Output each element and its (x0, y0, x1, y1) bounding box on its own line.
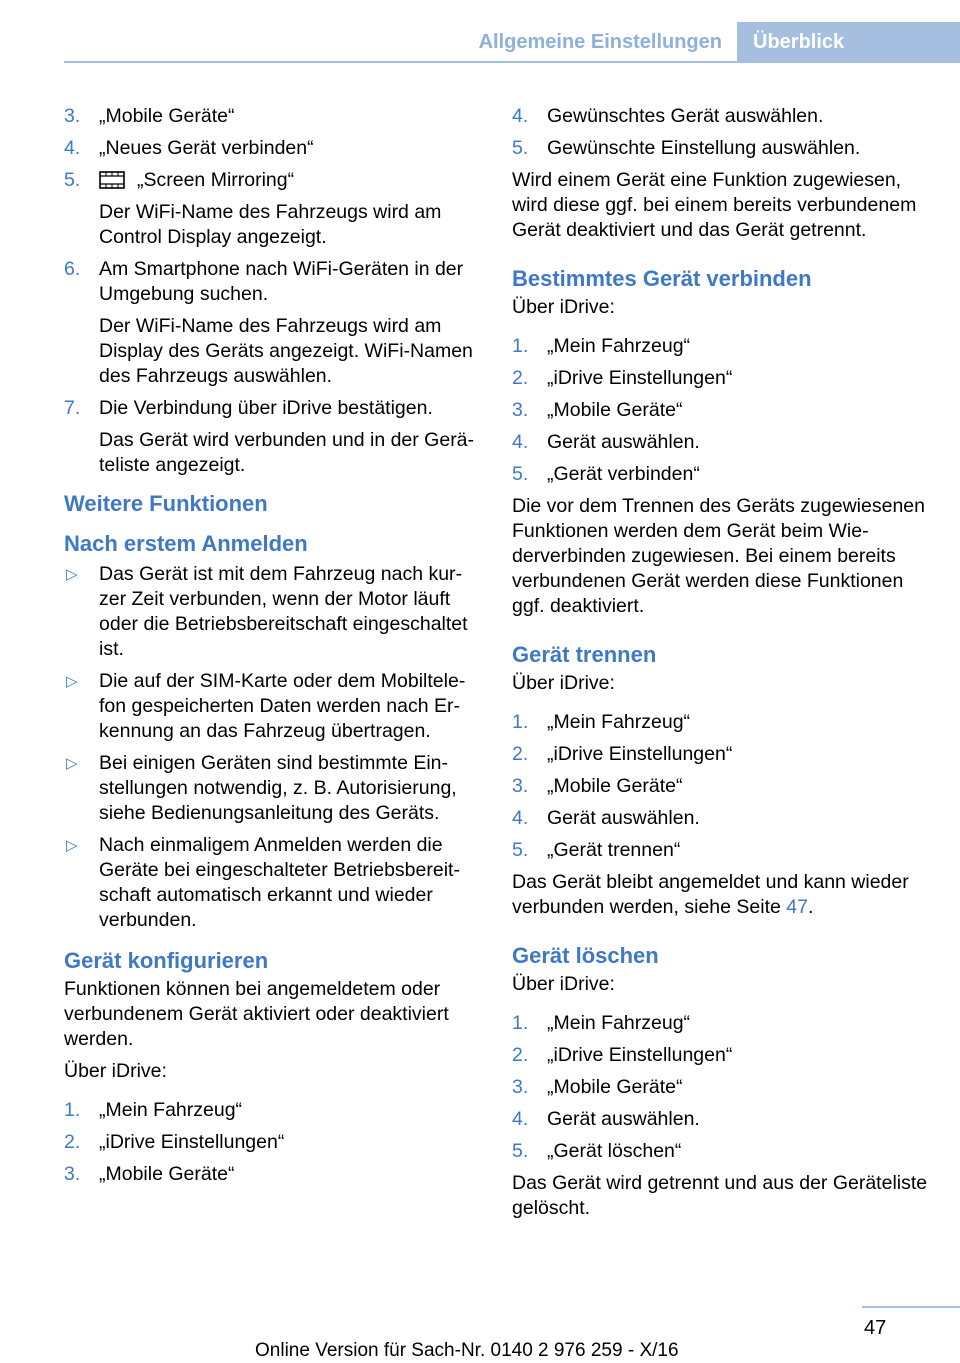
list-item-line (547, 136, 932, 161)
bullet-item (64, 669, 478, 744)
list-item-line (547, 1139, 932, 1164)
list-subtext: Das Gerät wird verbunden und in der Geräteliste angezeigt. (99, 429, 475, 476)
list-text: „Screen Mirroring“ (137, 169, 295, 191)
list-item-line (547, 334, 932, 359)
list-item (512, 1107, 932, 1132)
screen-mirroring-icon (99, 171, 125, 189)
list-item-line (99, 396, 478, 421)
list-item (64, 104, 478, 129)
bullet-text: Bei einigen Geräten sind bestimmte Einstellungen notwendig, z. B. Autorisierung, siehe Bedienungsanleitung des Geräts. (99, 752, 457, 824)
bullet-text: Nach einmaligem Anmelden werden die Geräte bei eingeschalteter Betriebsbereitschaft automatisch erkannt und wieder verbunden. (99, 834, 460, 931)
page-header (0, 0, 960, 62)
list-number: 4. (64, 137, 81, 159)
list-item (512, 398, 932, 423)
list-item-line (547, 838, 932, 863)
bullet-item (64, 751, 478, 826)
list-number: 6. (64, 258, 81, 280)
list-item-line (99, 1130, 478, 1155)
paragraph-geloescht: Das Gerät wird getrennt und aus der Geräteliste gelöscht. (512, 1172, 928, 1219)
list-subtext: Der WiFi-Name des Fahrzeugs wird am Control Display angezeigt. (99, 201, 442, 248)
list-item-line (99, 104, 478, 129)
list-text: „iDrive Einstellungen“ (547, 367, 733, 389)
left-column (64, 104, 478, 1194)
list-item (512, 1139, 932, 1164)
footer-text: Online Version für Sach-Nr. 0140 2 976 259 - X/16 (255, 1340, 679, 1361)
heading-geraet-konfigurieren: Gerät konfigurieren (64, 948, 269, 973)
list-number: 5. (512, 1140, 529, 1162)
heading-bestimmtes-geraet: Bestimmtes Gerät verbinden (512, 266, 812, 291)
paragraph-idrive-1: Über iDrive: (512, 296, 615, 318)
list-item (512, 430, 932, 455)
list-item-line (99, 1098, 478, 1123)
list-item-line (547, 430, 932, 455)
list-item (64, 257, 478, 389)
page-link[interactable]: 47 (786, 896, 808, 918)
list-text: „Mobile Geräte“ (547, 1076, 683, 1098)
list-text: Gerät auswählen. (547, 807, 700, 829)
bullet-text: Das Gerät ist mit dem Fahrzeug nach kurzer Zeit verbunden, wenn der Motor läuft oder die Betriebsbereitschaft eingeschaltet ist. (99, 563, 468, 660)
list-text: „Neues Gerät verbinden“ (99, 137, 314, 159)
list-item (512, 462, 932, 487)
list-item (512, 1075, 932, 1100)
list-number: 7. (64, 397, 81, 419)
heading-geraet-trennen: Gerät trennen (512, 642, 657, 667)
list-item (64, 1130, 478, 1155)
left-step-list (64, 104, 478, 478)
list-number: 5. (64, 169, 81, 191)
list-text: Am Smartphone nach WiFi-Geräten in der Umgebung suchen. (99, 258, 464, 305)
list-item-line (547, 742, 932, 767)
list-text: „Mein Fahrzeug“ (547, 1012, 691, 1034)
list-number: 1. (64, 1099, 81, 1121)
list-text: „Gerät löschen“ (547, 1140, 682, 1162)
list-item (512, 136, 932, 161)
page-number-rule (862, 1306, 960, 1308)
list-item-line (547, 366, 932, 391)
list-text: „Mein Fahrzeug“ (99, 1099, 243, 1121)
list-text: „iDrive Einstellungen“ (99, 1131, 285, 1153)
triangle-right-icon: ▷ (66, 755, 78, 772)
list-item-line (99, 257, 478, 307)
left-step-list-2 (64, 1098, 478, 1187)
list-item (512, 806, 932, 831)
list-item (512, 334, 932, 359)
list-text: „iDrive Einstellungen“ (547, 743, 733, 765)
list-text: „Mein Fahrzeug“ (547, 335, 691, 357)
list-item (64, 1162, 478, 1187)
list-item (512, 742, 932, 767)
paragraph-funktion-zugewiesen: Wird einem Gerät eine Funktion zugewiesen, wird diese ggf. bei einem bereits verbundenem Gerät deaktiviert und das Gerät getrennt. (512, 169, 917, 241)
list-item (64, 168, 478, 250)
list-number: 2. (64, 1131, 81, 1153)
list-text: „Gerät trennen“ (547, 839, 681, 861)
list-item-line (547, 462, 932, 487)
list-item (512, 104, 932, 129)
list-item (512, 838, 932, 863)
list-item (512, 1043, 932, 1068)
list-text: Die Verbindung über iDrive bestätigen. (99, 397, 433, 419)
list-text: „Mobile Geräte“ (547, 775, 683, 797)
paragraph-idrive-3: Über iDrive: (512, 973, 615, 995)
list-number: 3. (64, 105, 81, 127)
paragraph-angemeldet-end: . (807, 896, 814, 918)
heading-geraet-loeschen: Gerät löschen (512, 943, 659, 968)
list-text: „Mobile Geräte“ (99, 1163, 235, 1185)
list-subtext: Der WiFi-Name des Fahrzeugs wird am Display des Geräts angezeigt. WiFi-Namen des Fahrzeugs auswählen. (99, 315, 473, 387)
list-item-line (547, 1011, 932, 1036)
list-text: Gewünschte Einstellung auswählen. (547, 137, 861, 159)
list-number: 5. (512, 839, 529, 861)
right-step-list-4 (512, 1011, 932, 1164)
right-step-list-3 (512, 710, 932, 863)
list-item (64, 396, 478, 478)
page-number: 47 (864, 1317, 887, 1339)
list-number: 4. (512, 105, 529, 127)
list-text: „iDrive Einstellungen“ (547, 1044, 733, 1066)
list-text: Gerät auswählen. (547, 1108, 700, 1130)
triangle-right-icon: ▷ (66, 566, 78, 583)
list-item-line (547, 1043, 932, 1068)
right-column (512, 104, 932, 1228)
list-item-line (99, 1162, 478, 1187)
list-text: „Mein Fahrzeug“ (547, 711, 691, 733)
header-section-title: Allgemeine Einstellungen (478, 31, 722, 53)
list-text: „Mobile Geräte“ (547, 399, 683, 421)
list-text: „Mobile Geräte“ (99, 105, 235, 127)
heading-weitere-funktionen: Weitere Funktionen (64, 491, 268, 516)
paragraph-konfig: Funktionen können bei angemeldetem oder verbundenem Gerät aktiviert oder deaktiviert werden. (64, 978, 449, 1050)
list-item (512, 1011, 932, 1036)
list-item-line (547, 398, 932, 423)
list-text: „Gerät verbinden“ (547, 463, 700, 485)
paragraph-idrive: Über iDrive: (64, 1060, 167, 1082)
list-number: 5. (512, 463, 529, 485)
paragraph-idrive-2: Über iDrive: (512, 672, 615, 694)
list-number: 4. (512, 431, 529, 453)
triangle-right-icon: ▷ (66, 837, 78, 854)
right-step-list-2 (512, 334, 932, 487)
list-item (512, 366, 932, 391)
list-number: 3. (512, 1076, 529, 1098)
paragraph-angemeldet-text: Das Gerät bleibt angemeldet und kann wieder verbunden werden, siehe Seite (512, 871, 909, 918)
list-text: Gewünschtes Gerät auswählen. (547, 105, 824, 127)
header-tab-label: Überblick (753, 31, 845, 53)
list-item-line (547, 774, 932, 799)
bullet-list (64, 562, 478, 933)
list-item (512, 774, 932, 799)
list-item-line (99, 136, 478, 161)
list-item-line (547, 1075, 932, 1100)
list-text: Gerät auswählen. (547, 431, 700, 453)
list-item (64, 136, 478, 161)
list-number: 3. (64, 1163, 81, 1185)
list-number: 4. (512, 807, 529, 829)
list-item-line (547, 1107, 932, 1132)
right-step-list (512, 104, 932, 161)
list-item (512, 710, 932, 735)
bullet-item (64, 833, 478, 933)
list-item (64, 1098, 478, 1123)
list-number: 1. (512, 711, 529, 733)
list-number: 3. (512, 775, 529, 797)
list-number: 2. (512, 1044, 529, 1066)
triangle-right-icon: ▷ (66, 673, 78, 690)
list-item-line (547, 710, 932, 735)
list-number: 2. (512, 367, 529, 389)
list-number: 1. (512, 1012, 529, 1034)
paragraph-angemeldet (512, 870, 932, 920)
list-number: 4. (512, 1108, 529, 1130)
paragraph-wiederverbinden: Die vor dem Trennen des Geräts zugewiesenen Funktionen werden dem Gerät beim Wiederverbinden zugewiesen. Bei einem bereits verbundenen Gerät werden diese Funktionen ggf. deaktiviert. (512, 495, 925, 617)
list-item-line (547, 104, 932, 129)
bullet-item (64, 562, 478, 662)
list-number: 5. (512, 137, 529, 159)
bullet-text: Die auf der SIM-Karte oder dem Mobiltelefon gespeicherten Daten werden nach Erkennung an das Fahrzeug übertragen. (99, 670, 466, 742)
header-rule (64, 61, 960, 63)
header-tab (737, 22, 960, 63)
list-item-line (99, 168, 478, 193)
list-number: 3. (512, 399, 529, 421)
list-item-line (547, 806, 932, 831)
list-number: 2. (512, 743, 529, 765)
list-number: 1. (512, 335, 529, 357)
heading-nach-erstem-anmelden: Nach erstem Anmelden (64, 531, 308, 556)
